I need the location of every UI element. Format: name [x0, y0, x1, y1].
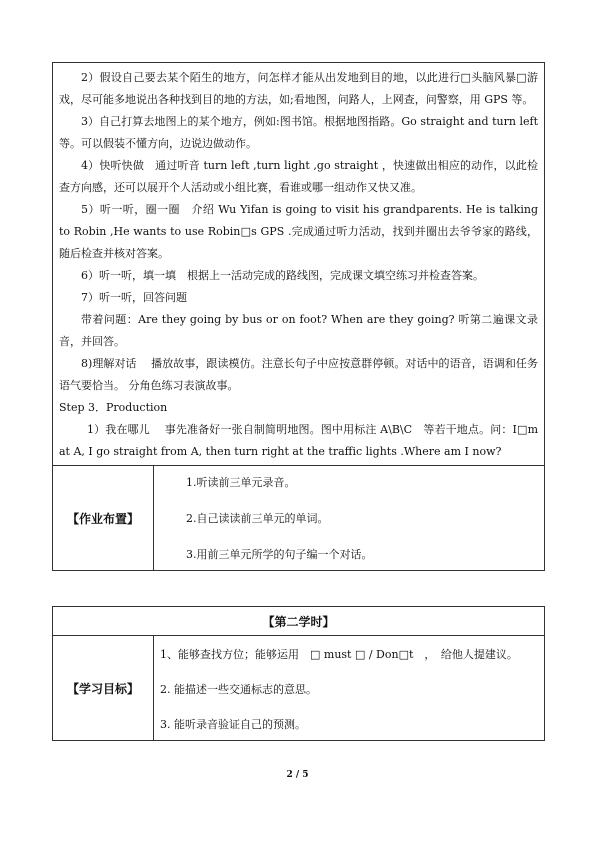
lesson-one-table	[52, 62, 545, 571]
step-paragraph-4: 4）快听快做 通过听音 turn left ,turn light ,go straight ，快速做出相应的动作，以此检查方向感，还可以展开个人活动或小组比赛，看谁或哪一组动作又快又准。	[59, 159, 538, 194]
steps-cell	[53, 63, 545, 466]
homework-item: 3.用前三单元所学的句子编一个对话。	[186, 548, 373, 561]
homework-item: 2.自己读读前三单元的单词。	[186, 512, 329, 525]
goals-cell	[154, 636, 545, 741]
step-paragraph-7: 7）听一听，回答问题	[81, 291, 187, 304]
homework-items-cell	[154, 466, 545, 571]
goal-item: 3. 能听录音验证自己的预测。	[160, 718, 306, 731]
production-paragraph-1: 1）我在哪儿 事先准备好一张自制简明地图。图中用标注 A\B\C 等若干地点。问：I□m at A, I go straight from A, then turn right at the traffic lights .Where am I now?	[59, 423, 538, 458]
step-paragraph-7-questions: 带着问题：Are they going by bus or on foot? When are they going? 听第二遍课文录音，并回答。	[59, 313, 538, 348]
step-paragraph-3: 3）自己打算去地图上的某个地方，例如:图书馆。根据地图指路。Go straight and turn left 等。可以假装不懂方向，边说边做动作。	[59, 115, 538, 150]
lesson-two-header-cell	[53, 607, 545, 636]
homework-label-cell	[53, 466, 154, 571]
goals-label: 【学习目标】	[66, 681, 139, 696]
goal-item: 2. 能描述一些交通标志的意思。	[160, 683, 317, 696]
step-3-heading: Step 3．Production	[59, 401, 168, 414]
goal-item: 1、能够查找方位；能够运用 □ must □ / Don□t ， 给他人提建议。	[160, 648, 518, 661]
lesson-two-header: 【第二学时】	[262, 614, 335, 629]
step-paragraph-2: 2）假设自己要去某个陌生的地方，问怎样才能从出发地到目的地，以此进行□头脑风暴□游戏，尽可能多地说出各种找到目的地的方法，如;看地图，问路人，上网查，问警察，用 GPS 等。	[59, 71, 538, 106]
step-paragraph-5: 5）听一听，圈一圈 介绍 Wu Yifan is going to visit his grandparents. He is talking to Robin ,He wants to use Robin□s GPS .完成通过听力活动，找到并圈出去爷爷家的路线，随后检查并核对答案。	[59, 203, 538, 260]
lesson-two-table	[52, 606, 545, 741]
homework-label: 【作业布置】	[66, 511, 139, 526]
page-number: 2 / 5	[286, 770, 309, 780]
goals-label-cell	[53, 636, 154, 741]
homework-item: 1.听读前三单元录音。	[186, 476, 296, 489]
step-paragraph-8: 8)理解对话 播放故事，跟读模仿。注意长句子中应按意群停顿。对话中的语音，语调和任务语气要恰当。 分角色练习表演故事。	[59, 357, 538, 392]
step-paragraph-6: 6）听一听，填一填 根据上一活动完成的路线图，完成课文填空练习并检查答案。	[81, 269, 484, 282]
